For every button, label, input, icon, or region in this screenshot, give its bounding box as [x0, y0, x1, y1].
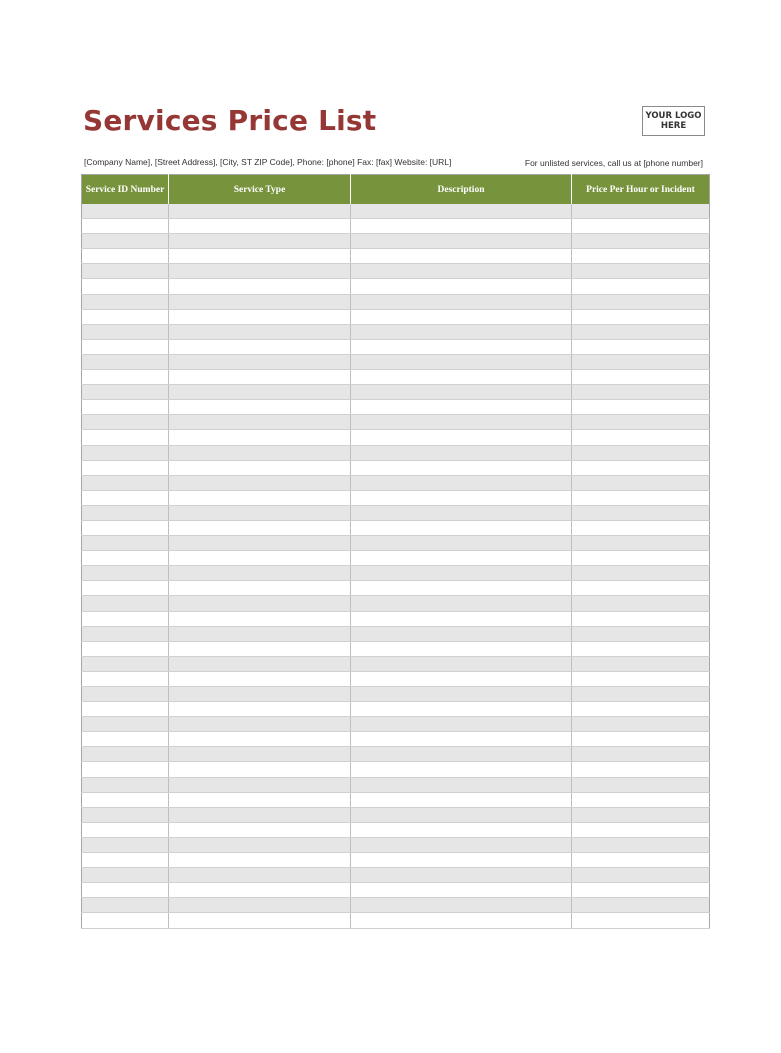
cell-service-type[interactable] — [169, 324, 351, 339]
cell-service-id[interactable] — [82, 354, 169, 369]
cell-service-id[interactable] — [82, 551, 169, 566]
cell-description[interactable] — [351, 551, 572, 566]
cell-service-type[interactable] — [169, 445, 351, 460]
cell-price[interactable] — [572, 475, 710, 490]
cell-service-type[interactable] — [169, 732, 351, 747]
table-row — [82, 520, 710, 535]
cell-price[interactable] — [572, 596, 710, 611]
cell-service-type[interactable] — [169, 913, 351, 928]
table-row — [82, 611, 710, 626]
cell-service-type[interactable] — [169, 792, 351, 807]
table-row — [82, 687, 710, 702]
cell-service-type[interactable] — [169, 898, 351, 913]
cell-price[interactable] — [572, 626, 710, 641]
cell-service-type[interactable] — [169, 536, 351, 551]
cell-description[interactable] — [351, 898, 572, 913]
table-row — [82, 400, 710, 415]
cell-service-id[interactable] — [82, 717, 169, 732]
cell-service-type[interactable] — [169, 762, 351, 777]
cell-description[interactable] — [351, 264, 572, 279]
cell-description[interactable] — [351, 837, 572, 852]
cell-service-id[interactable] — [82, 385, 169, 400]
cell-service-type[interactable] — [169, 837, 351, 852]
cell-price[interactable] — [572, 309, 710, 324]
cell-service-type[interactable] — [169, 853, 351, 868]
table-row — [82, 702, 710, 717]
cell-price[interactable] — [572, 264, 710, 279]
cell-description[interactable] — [351, 822, 572, 837]
cell-service-type[interactable] — [169, 702, 351, 717]
cell-description[interactable] — [351, 324, 572, 339]
cell-description[interactable] — [351, 294, 572, 309]
cell-service-type[interactable] — [169, 430, 351, 445]
cell-price[interactable] — [572, 234, 710, 249]
cell-description[interactable] — [351, 249, 572, 264]
cell-description[interactable] — [351, 520, 572, 535]
cell-price[interactable] — [572, 853, 710, 868]
cell-price[interactable] — [572, 551, 710, 566]
cell-service-type[interactable] — [169, 717, 351, 732]
cell-price[interactable] — [572, 671, 710, 686]
table-row — [82, 264, 710, 279]
price-table — [81, 174, 710, 929]
cell-price[interactable] — [572, 837, 710, 852]
cell-description[interactable] — [351, 460, 572, 475]
cell-service-id[interactable] — [82, 309, 169, 324]
cell-price[interactable] — [572, 566, 710, 581]
cell-service-id[interactable] — [82, 520, 169, 535]
table-row — [82, 626, 710, 641]
table-row — [82, 566, 710, 581]
cell-price[interactable] — [572, 460, 710, 475]
contact-info: [Company Name], [Street Address], [City, ST ZIP Code], Phone: [phone] Fax: [fax] Website: [URL] — [84, 157, 452, 167]
cell-description[interactable] — [351, 370, 572, 385]
table-row — [82, 762, 710, 777]
cell-price[interactable] — [572, 294, 710, 309]
cell-service-type[interactable] — [169, 566, 351, 581]
cell-service-type[interactable] — [169, 249, 351, 264]
cell-service-id[interactable] — [82, 249, 169, 264]
cell-service-id[interactable] — [82, 702, 169, 717]
table-row — [82, 536, 710, 551]
column-header-service-id: Service ID Number — [82, 175, 169, 205]
cell-price[interactable] — [572, 249, 710, 264]
table-row — [82, 837, 710, 852]
cell-description[interactable] — [351, 762, 572, 777]
logo-placeholder: YOUR LOGO HERE — [642, 106, 705, 136]
cell-price[interactable] — [572, 445, 710, 460]
cell-service-type[interactable] — [169, 626, 351, 641]
cell-service-id[interactable] — [82, 671, 169, 686]
cell-price[interactable] — [572, 777, 710, 792]
cell-service-type[interactable] — [169, 415, 351, 430]
cell-price[interactable] — [572, 279, 710, 294]
cell-service-id[interactable] — [82, 415, 169, 430]
cell-service-type[interactable] — [169, 777, 351, 792]
cell-description[interactable] — [351, 354, 572, 369]
cell-service-type[interactable] — [169, 234, 351, 249]
table-row — [82, 717, 710, 732]
cell-price[interactable] — [572, 732, 710, 747]
cell-service-type[interactable] — [169, 385, 351, 400]
cell-service-id[interactable] — [82, 460, 169, 475]
cell-service-id[interactable] — [82, 339, 169, 354]
cell-service-id[interactable] — [82, 536, 169, 551]
cell-service-id[interactable] — [82, 475, 169, 490]
cell-service-type[interactable] — [169, 309, 351, 324]
cell-price[interactable] — [572, 430, 710, 445]
table-row — [82, 430, 710, 445]
cell-price[interactable] — [572, 656, 710, 671]
cell-description[interactable] — [351, 717, 572, 732]
cell-description[interactable] — [351, 566, 572, 581]
cell-description[interactable] — [351, 505, 572, 520]
table-body — [82, 204, 710, 928]
cell-service-id[interactable] — [82, 370, 169, 385]
table-row — [82, 671, 710, 686]
cell-description[interactable] — [351, 913, 572, 928]
column-header-service-type: Service Type — [169, 175, 351, 205]
cell-price[interactable] — [572, 807, 710, 822]
cell-price[interactable] — [572, 717, 710, 732]
cell-service-id[interactable] — [82, 732, 169, 747]
cell-description[interactable] — [351, 626, 572, 641]
table-row — [82, 385, 710, 400]
cell-description[interactable] — [351, 536, 572, 551]
cell-service-id[interactable] — [82, 294, 169, 309]
cell-service-id[interactable] — [82, 777, 169, 792]
cell-service-type[interactable] — [169, 354, 351, 369]
cell-description[interactable] — [351, 445, 572, 460]
table-row — [82, 853, 710, 868]
cell-price[interactable] — [572, 415, 710, 430]
cell-service-type[interactable] — [169, 264, 351, 279]
cell-price[interactable] — [572, 581, 710, 596]
cell-description[interactable] — [351, 671, 572, 686]
cell-service-id[interactable] — [82, 566, 169, 581]
cell-price[interactable] — [572, 490, 710, 505]
cell-service-id[interactable] — [82, 913, 169, 928]
cell-service-id[interactable] — [82, 581, 169, 596]
cell-description[interactable] — [351, 792, 572, 807]
cell-service-id[interactable] — [82, 264, 169, 279]
cell-service-type[interactable] — [169, 551, 351, 566]
cell-price[interactable] — [572, 687, 710, 702]
table-row — [82, 641, 710, 656]
cell-service-id[interactable] — [82, 596, 169, 611]
table-row — [82, 370, 710, 385]
cell-service-type[interactable] — [169, 596, 351, 611]
cell-description[interactable] — [351, 475, 572, 490]
table-row — [82, 460, 710, 475]
cell-service-type[interactable] — [169, 822, 351, 837]
cell-description[interactable] — [351, 596, 572, 611]
cell-service-type[interactable] — [169, 520, 351, 535]
table-row — [82, 279, 710, 294]
table-row — [82, 868, 710, 883]
table-row — [82, 249, 710, 264]
cell-service-type[interactable] — [169, 339, 351, 354]
table-row — [82, 656, 710, 671]
table-row — [82, 913, 710, 928]
cell-description[interactable] — [351, 219, 572, 234]
table-row — [82, 204, 710, 219]
cell-price[interactable] — [572, 913, 710, 928]
cell-service-id[interactable] — [82, 430, 169, 445]
table-row — [82, 234, 710, 249]
cell-price[interactable] — [572, 324, 710, 339]
cell-service-type[interactable] — [169, 687, 351, 702]
cell-description[interactable] — [351, 204, 572, 219]
cell-description[interactable] — [351, 868, 572, 883]
cell-description[interactable] — [351, 611, 572, 626]
table-row — [82, 596, 710, 611]
cell-description[interactable] — [351, 339, 572, 354]
cell-service-type[interactable] — [169, 279, 351, 294]
cell-service-type[interactable] — [169, 747, 351, 762]
table-row — [82, 354, 710, 369]
cell-price[interactable] — [572, 354, 710, 369]
cell-service-id[interactable] — [82, 687, 169, 702]
cell-service-type[interactable] — [169, 370, 351, 385]
cell-service-type[interactable] — [169, 204, 351, 219]
cell-description[interactable] — [351, 883, 572, 898]
cell-service-id[interactable] — [82, 792, 169, 807]
cell-price[interactable] — [572, 747, 710, 762]
table-row — [82, 294, 710, 309]
cell-description[interactable] — [351, 279, 572, 294]
table-row — [82, 505, 710, 520]
cell-description[interactable] — [351, 309, 572, 324]
table-row — [82, 490, 710, 505]
table-row — [82, 415, 710, 430]
cell-description[interactable] — [351, 777, 572, 792]
table-row — [82, 324, 710, 339]
cell-price[interactable] — [572, 536, 710, 551]
cell-price[interactable] — [572, 400, 710, 415]
table-row — [82, 898, 710, 913]
cell-price[interactable] — [572, 611, 710, 626]
cell-price[interactable] — [572, 204, 710, 219]
cell-description[interactable] — [351, 234, 572, 249]
cell-service-type[interactable] — [169, 641, 351, 656]
cell-price[interactable] — [572, 792, 710, 807]
cell-service-id[interactable] — [82, 400, 169, 415]
table-row — [82, 309, 710, 324]
cell-service-type[interactable] — [169, 490, 351, 505]
cell-description[interactable] — [351, 581, 572, 596]
cell-service-type[interactable] — [169, 460, 351, 475]
table-row — [82, 219, 710, 234]
cell-service-id[interactable] — [82, 204, 169, 219]
cell-price[interactable] — [572, 219, 710, 234]
cell-service-id[interactable] — [82, 656, 169, 671]
cell-service-type[interactable] — [169, 883, 351, 898]
cell-service-id[interactable] — [82, 747, 169, 762]
cell-price[interactable] — [572, 702, 710, 717]
cell-description[interactable] — [351, 747, 572, 762]
cell-service-type[interactable] — [169, 400, 351, 415]
table-row — [82, 551, 710, 566]
unlisted-services-note: For unlisted services, call us at [phone number] — [524, 158, 703, 168]
table-row — [82, 747, 710, 762]
cell-price[interactable] — [572, 898, 710, 913]
cell-price[interactable] — [572, 385, 710, 400]
table-row — [82, 445, 710, 460]
cell-service-id[interactable] — [82, 219, 169, 234]
table-row — [82, 581, 710, 596]
cell-service-type[interactable] — [169, 656, 351, 671]
cell-price[interactable] — [572, 370, 710, 385]
table-row — [82, 807, 710, 822]
table-row — [82, 883, 710, 898]
cell-service-id[interactable] — [82, 641, 169, 656]
cell-description[interactable] — [351, 687, 572, 702]
cell-service-type[interactable] — [169, 868, 351, 883]
cell-service-id[interactable] — [82, 822, 169, 837]
cell-service-id[interactable] — [82, 490, 169, 505]
cell-description[interactable] — [351, 702, 572, 717]
cell-price[interactable] — [572, 762, 710, 777]
cell-service-type[interactable] — [169, 505, 351, 520]
cell-service-id[interactable] — [82, 853, 169, 868]
cell-price[interactable] — [572, 505, 710, 520]
cell-description[interactable] — [351, 400, 572, 415]
table-row — [82, 822, 710, 837]
table-row — [82, 339, 710, 354]
cell-description[interactable] — [351, 732, 572, 747]
cell-service-id[interactable] — [82, 279, 169, 294]
cell-description[interactable] — [351, 430, 572, 445]
cell-service-type[interactable] — [169, 219, 351, 234]
cell-description[interactable] — [351, 853, 572, 868]
cell-service-id[interactable] — [82, 762, 169, 777]
cell-description[interactable] — [351, 415, 572, 430]
cell-service-id[interactable] — [82, 868, 169, 883]
column-header-description: Description — [351, 175, 572, 205]
cell-description[interactable] — [351, 656, 572, 671]
column-header-price: Price Per Hour or Incident — [572, 175, 710, 205]
cell-service-id[interactable] — [82, 505, 169, 520]
cell-service-id[interactable] — [82, 898, 169, 913]
cell-service-id[interactable] — [82, 883, 169, 898]
cell-service-type[interactable] — [169, 581, 351, 596]
cell-price[interactable] — [572, 868, 710, 883]
cell-price[interactable] — [572, 822, 710, 837]
cell-service-id[interactable] — [82, 837, 169, 852]
cell-service-type[interactable] — [169, 611, 351, 626]
cell-service-type[interactable] — [169, 294, 351, 309]
cell-service-id[interactable] — [82, 807, 169, 822]
cell-description[interactable] — [351, 490, 572, 505]
cell-service-type[interactable] — [169, 671, 351, 686]
table-row — [82, 475, 710, 490]
cell-price[interactable] — [572, 520, 710, 535]
cell-price[interactable] — [572, 339, 710, 354]
cell-service-id[interactable] — [82, 234, 169, 249]
cell-service-id[interactable] — [82, 626, 169, 641]
cell-service-id[interactable] — [82, 611, 169, 626]
table-row — [82, 792, 710, 807]
table-row — [82, 777, 710, 792]
cell-description[interactable] — [351, 807, 572, 822]
cell-price[interactable] — [572, 883, 710, 898]
table-row — [82, 732, 710, 747]
cell-description[interactable] — [351, 641, 572, 656]
cell-service-type[interactable] — [169, 807, 351, 822]
cell-price[interactable] — [572, 641, 710, 656]
cell-service-type[interactable] — [169, 475, 351, 490]
cell-description[interactable] — [351, 385, 572, 400]
table-header-row — [82, 175, 710, 205]
cell-service-id[interactable] — [82, 324, 169, 339]
cell-service-id[interactable] — [82, 445, 169, 460]
page-title: Services Price List — [83, 104, 377, 137]
